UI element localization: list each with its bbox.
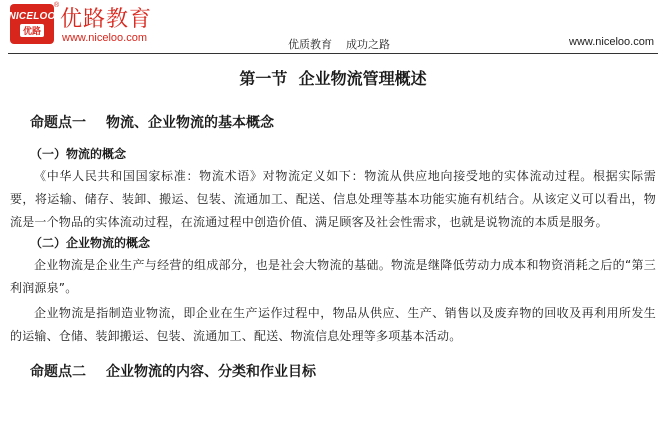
logo-url: www.niceloo.com bbox=[62, 32, 147, 44]
paragraph-enterprise-logistics-basis: 企业物流是企业生产与经营的组成部分，也是社会大物流的基础。物流是继降低劳动力成本和物资消耗之后的“第三利润源泉”。 bbox=[10, 258, 656, 295]
page-header bbox=[0, 0, 666, 56]
header-divider bbox=[8, 53, 658, 54]
topic-label: 命题点二 bbox=[30, 364, 86, 380]
paragraph-logistics-definition: 《中华人民共和国国家标准：物流术语》对物流定义如下：物流从供应地向接受地的实体流动过程。根据实际需要，将运输、储存、装卸、搬运、包装、流通加工、配送、信息处理等基本功能实施有机结合。从该定义可以看出，物流是一个物品的实体流动过程，在流通过程中创造价值、满足顾客及社会性需求，也就是说物流的本质是服务。 bbox=[10, 169, 656, 229]
subheading-enterprise-logistics-concept: （二）企业物流的概念 bbox=[30, 236, 151, 250]
logo-brand-text: NICELOO bbox=[8, 11, 56, 22]
registered-mark: ® bbox=[54, 2, 60, 9]
topic-heading-2 bbox=[30, 362, 656, 382]
topic-title: 物流、企业物流的基本概念 bbox=[106, 115, 274, 131]
logo-name: 优路教育 bbox=[60, 7, 153, 32]
topic-title: 企业物流的内容、分类和作业目标 bbox=[106, 364, 316, 380]
header-url: www.niceloo.com bbox=[569, 36, 654, 48]
paragraph-enterprise-logistics-definition: 企业物流是指制造业物流，即企业在生产运作过程中，物品从供应、生产、销售以及废弃物的回收及再利用所发生的运输、仓储、装卸搬运、包装、流通加工、配送、物流信息处理等多项基本活动。 bbox=[10, 306, 656, 343]
topic-heading-1 bbox=[30, 113, 656, 133]
logo-badge-label: 优路 bbox=[20, 24, 44, 37]
niceloo-logo-icon bbox=[10, 4, 54, 44]
document-body bbox=[10, 62, 656, 382]
header-slogan: 优质教育 成功之路 bbox=[288, 38, 390, 51]
section-title: 第一节 企业物流管理概述 bbox=[239, 69, 427, 88]
topic-label: 命题点一 bbox=[30, 115, 86, 131]
subheading-logistics-concept: （一）物流的概念 bbox=[30, 147, 127, 161]
